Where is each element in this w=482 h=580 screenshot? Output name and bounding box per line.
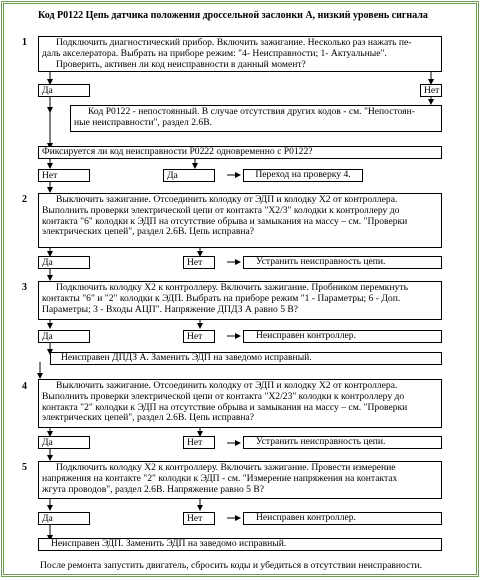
step-number-5: 5	[22, 462, 27, 473]
step-3-line-3: Параметры; 3 - Входы АЦП". Напряжение ДПДЗ А равно 5 В?	[42, 303, 299, 315]
step-number-3: 3	[22, 282, 27, 293]
step-4-box	[38, 379, 442, 428]
intermittent-box	[70, 105, 442, 132]
step-4-line-1: Выключить зажигание. Отсоединить колодку от ЭДП и колодку X2 от контроллера.	[56, 380, 398, 391]
step-4-yes: Да	[38, 436, 90, 449]
step-2-box	[38, 193, 442, 248]
question-2-no: Нет	[38, 169, 90, 182]
step-number-4: 4	[22, 381, 27, 392]
step-3-box	[38, 281, 442, 320]
step-5-no: Нет	[183, 512, 215, 525]
step-5-line-2: напряжения на контакте "2" колодки к ЭДП - см. "Измерение напряжения на контактах	[42, 472, 398, 484]
step-2-line-2: Выполнить проверки электрической цепи от контакта "X2/3" колодки к контроллеру до	[42, 204, 400, 216]
step-5-bottom: Неисправен ЭДП. Заменить ЭДП на заведомо исправный.	[38, 538, 442, 551]
step-2-yes: Да	[38, 256, 90, 269]
step-3-result: Неисправен контроллер.	[243, 330, 442, 343]
intermittent-line-2: ные неисправности", раздел 2.6В.	[74, 116, 212, 128]
step-1-yes: Да	[38, 84, 90, 97]
step-4-line-3: контакта "2" колодки к ЭДП на отсутствие обрыва и замыкания на массу – см. "Проверки	[42, 401, 408, 413]
footer-note: После ремонта запустить двигатель, сбросить коды и убедиться в отсутствии неисправности.	[40, 560, 423, 571]
step-3-line-1: Подключить колодку X2 к контроллеру. Включить зажигание. Пробником перемкнуть	[56, 282, 408, 293]
step-5-line-3: жгута проводов", раздел 2.6В. Напряжение равно 5 В?	[42, 483, 265, 495]
step-2-no: Нет	[183, 256, 215, 269]
question-2-box	[38, 146, 442, 159]
step-2-result: Устранить неисправность цепи.	[243, 256, 442, 269]
step-2-line-3: контакта "6" колодки к ЭДП на отсутствие обрыва и замыкания на массу – см. "Проверки	[42, 215, 408, 227]
question-2-text: Фиксируется ли код неисправности P0222 одновременно с P0122?	[42, 146, 313, 157]
step-2-line-4: электрических цепей", раздел 2.6В. Цепь исправна?	[42, 226, 255, 238]
step-4-line-2: Выполнить проверки электрической цепи от контакта "X2/23" колодки к контроллеру до	[42, 390, 405, 402]
step-1-no: Нет	[420, 84, 442, 97]
goto-step-4: Переход на проверку 4.	[243, 169, 363, 182]
page-title: Код P0122 Цепь датчика положения дроссельной заслонки А, низкий уровень сигнала	[38, 10, 428, 21]
step-3-no: Нет	[183, 330, 215, 343]
step-5-box	[38, 461, 442, 499]
step-4-line-4: электрических цепей", раздел 2.6В. Цепь исправна?	[42, 412, 255, 424]
step-5-yes: Да	[38, 512, 90, 525]
step-2-line-1: Выключить зажигание. Отсоединить колодку от ЭДП и колодку X2 от контроллера.	[56, 194, 398, 205]
step-3-bottom: Неисправен ДПДЗ А. Заменить ЭДП на заведомо исправный.	[50, 352, 442, 365]
question-2-yes: Да	[163, 169, 215, 182]
step-4-no: Нет	[183, 436, 215, 449]
step-number-2: 2	[22, 194, 27, 205]
intermittent-line-1: Код P0122 - непостоянный. В случае отсутствия других кодов - см. "Непостоян-	[88, 106, 415, 117]
step-5-result: Неисправен контроллер.	[243, 512, 442, 525]
step-5-line-1: Подключить колодку X2 к контроллеру. Включить зажигание. Провести измерение	[56, 462, 396, 473]
step-1-line-1: Подключить диагностический прибор. Включить зажигание. Несколько раз нажать пе-	[56, 37, 412, 48]
step-1-box	[38, 36, 442, 72]
step-1-line-3: Проверить, активен ли код неисправности в данный момент?	[56, 58, 306, 70]
step-3-yes: Да	[38, 330, 90, 343]
step-4-result: Устранить неисправность цепи.	[243, 436, 442, 449]
step-number-1: 1	[22, 37, 27, 48]
step-1-line-2: даль акселератора. Выбрать на приборе режим: "4- Неисправности; 1- Актуальные".	[42, 47, 387, 59]
step-3-line-2: контакты "6" и "2" колодки к ЭДП. Выбрать на приборе режим "1 - Параметры; 6 - Доп.	[42, 292, 401, 304]
